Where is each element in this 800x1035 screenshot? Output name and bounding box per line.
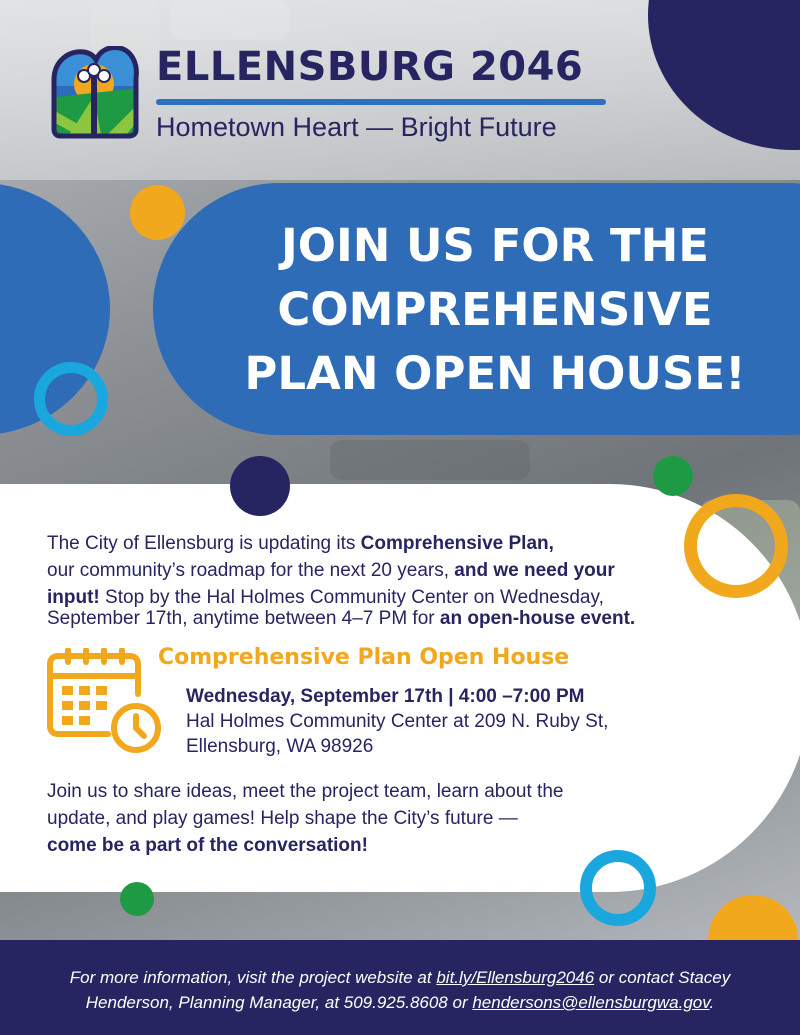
background-photo-shape bbox=[330, 440, 530, 480]
heart-logo-icon bbox=[46, 46, 140, 140]
calendar-clock-icon bbox=[46, 648, 164, 758]
project-website-link[interactable]: bit.ly/Ellensburg2046 bbox=[436, 968, 595, 987]
yellow-dot-decoration bbox=[130, 185, 185, 240]
closing-line: update, and play games! Help shape the City’s future — bbox=[47, 808, 518, 829]
headline-line: JOIN US FOR THE bbox=[280, 219, 710, 272]
navy-dot-decoration bbox=[230, 456, 290, 516]
green-dot-decoration bbox=[653, 456, 693, 496]
event-venue: Hal Holmes Community Center at 209 N. Ruby St, bbox=[186, 711, 609, 732]
headline-line: COMPREHENSIVE bbox=[277, 283, 713, 336]
headline bbox=[200, 214, 790, 406]
closing-line: come be a part of the conversation! bbox=[47, 835, 368, 856]
intro-line: September 17th, anytime between 4–7 PM for an open-house event. bbox=[47, 608, 636, 629]
event-datetime: Wednesday, September 17th | 4:00 –7:00 PM bbox=[186, 686, 585, 707]
brand-divider bbox=[156, 99, 606, 105]
brand-tagline: Hometown Heart — Bright Future bbox=[156, 112, 557, 142]
footer-line: Henderson, Planning Manager, at 509.925.8608 or hendersons@ellensburgwa.gov. bbox=[85, 993, 715, 1012]
cyan-ring-decoration bbox=[580, 850, 656, 926]
intro-line: The City of Ellensburg is updating its Comprehensive Plan, bbox=[47, 533, 554, 554]
event-city: Ellensburg, WA 98926 bbox=[186, 736, 374, 757]
headline-line: PLAN OPEN HOUSE! bbox=[244, 347, 746, 400]
brand-title: ELLENSBURG 2046 bbox=[156, 44, 584, 90]
yellow-ring-decoration bbox=[684, 494, 788, 598]
footer-line: For more information, visit the project website at bit.ly/Ellensburg2046 or contact Stacey bbox=[69, 968, 731, 987]
footer-text bbox=[20, 965, 780, 1015]
intro-line: our community’s roadmap for the next 20 years, and we need your bbox=[47, 560, 615, 581]
intro-line: input! Stop by the Hal Holmes Community Center on Wednesday, bbox=[47, 587, 604, 608]
closing-line: Join us to share ideas, meet the project team, learn about the bbox=[47, 781, 564, 802]
green-dot-decoration bbox=[120, 882, 154, 916]
contact-email-link[interactable]: hendersons@ellensburgwa.gov bbox=[472, 993, 710, 1012]
cyan-ring-decoration bbox=[34, 362, 108, 436]
event-title: Comprehensive Plan Open House bbox=[158, 645, 570, 670]
